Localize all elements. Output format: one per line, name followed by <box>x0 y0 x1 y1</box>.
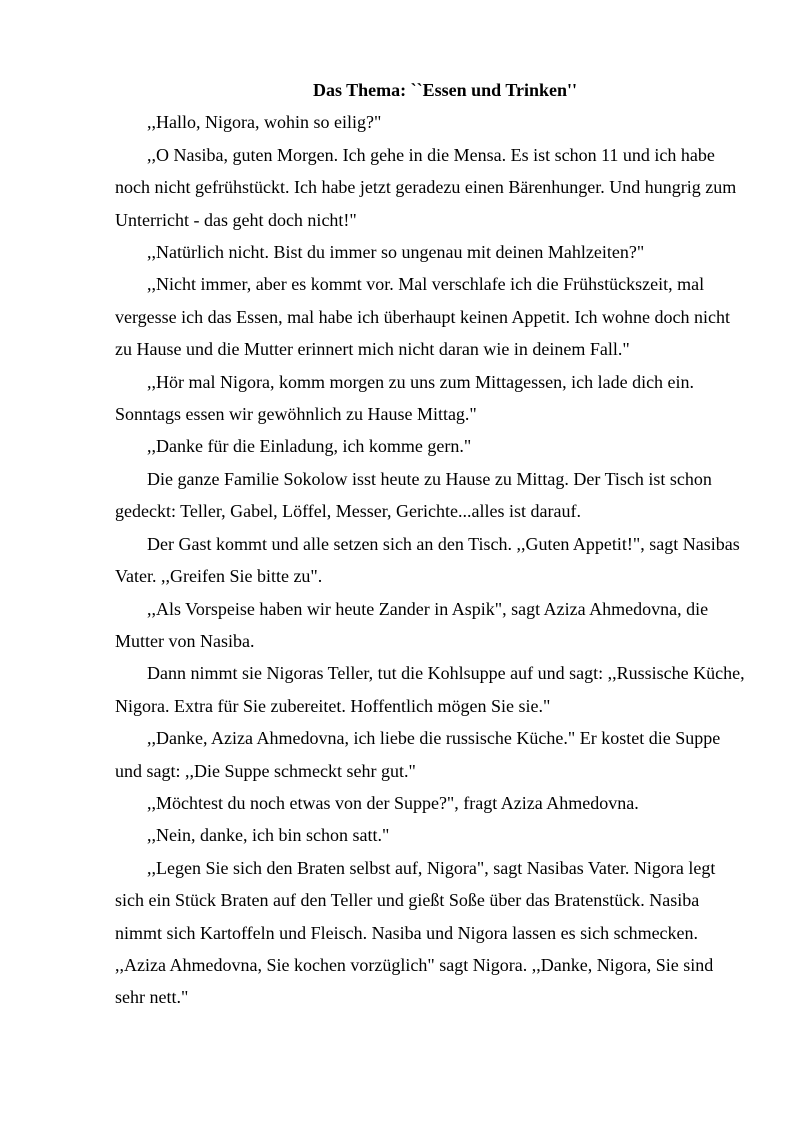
paragraph: ,,Danke, Aziza Ahmedovna, ich liebe die russische Küche." Er kostet die Suppe und sagt: ,,Die Suppe schmeckt sehr gut." <box>115 728 721 781</box>
paragraph: ,,O Nasiba, guten Morgen. Ich gehe in die Mensa. Es ist schon 11 und ich habe noch nicht gefrühstückt. Ich habe jetzt geradezu einen Bärenhunger. Und hungrig zum Unterricht - das geht doch nicht!" <box>115 144 737 230</box>
paragraph: ,,Natürlich nicht. Bist du immer so ungenau mit deinen Mahlzeiten?" <box>147 242 645 263</box>
paragraph: ,,Nein, danke, ich bin schon satt." <box>147 825 390 846</box>
paragraph: ,,Möchtest du noch etwas von der Suppe?", fragt Aziza Ahmedovna. <box>147 792 639 813</box>
paragraph: ,,Hör mal Nigora, komm morgen zu uns zum Mittagessen, ich lade dich ein. Sonntags essen wir gewöhnlich zu Hause Mittag." <box>115 371 695 425</box>
paragraph: ,,Danke für die Einladung, ich komme gern." <box>147 436 472 457</box>
paragraph: Dann nimmt sie Nigoras Teller, tut die Kohlsuppe auf und sagt: ,,Russische Küche, Nigora. Extra für Sie zubereitet. Hoffentlich mögen Sie sie." <box>115 663 745 716</box>
paragraph: ,,Nicht immer, aber es kommt vor. Mal verschlafe ich die Frühstückszeit, mal vergesse ich das Essen, mal habe ich überhaupt keinen Appetit. Ich wohne doch nicht zu Hause und die Mutter erinnert mich nicht daran wie in deinem Fall." <box>115 274 730 360</box>
paragraph: Die ganze Familie Sokolow isst heute zu Hause zu Mittag. Der Tisch ist schon gedeckt: Teller, Gabel, Löffel, Messer, Gerichte...alles ist darauf. <box>115 468 712 522</box>
paragraph: ,,Legen Sie sich den Braten selbst auf, Nigora", sagt Nasibas Vater. Nigora legt sich ein Stück Braten auf den Teller und gießt Soße über das Bratenstück. Nasiba nimmt sich Kartoffeln und Fleisch. Nasiba und Nigora lassen es sich schmecken. ,,Aziza Ahmedovna, Sie kochen vorzüglich" sagt Nigora. ,,Danke, Nigora, Sie sind sehr nett." <box>115 857 716 1008</box>
document-title: Das Thema: ``Essen und Trinken'' <box>312 80 578 100</box>
paragraph: ,,Als Vorspeise haben wir heute Zander in Aspik", sagt Aziza Ahmedovna, die Mutter von Nasiba. <box>115 598 709 651</box>
paragraph: ,,Hallo, Nigora, wohin so eilig?" <box>147 112 382 133</box>
paragraph: Der Gast kommt und alle setzen sich an den Tisch. ,,Guten Appetit!", sagt Nasibas Vater. ,,Greifen Sie bitte zu". <box>115 533 740 587</box>
document-body <box>115 74 745 1014</box>
